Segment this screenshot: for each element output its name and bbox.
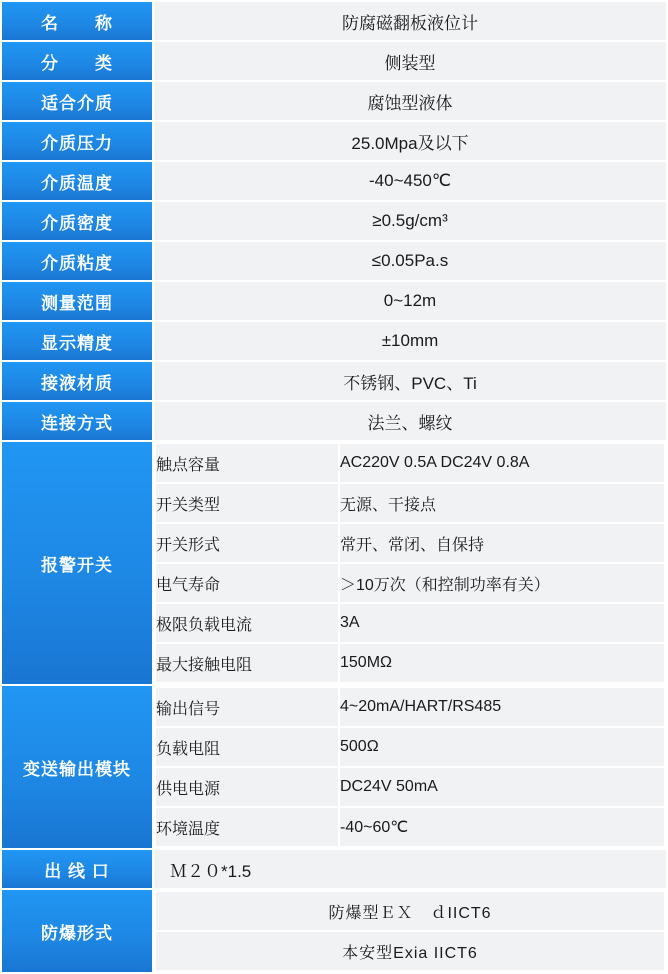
- sub-row: [155, 891, 665, 931]
- sub-row-value: 常开、常闭、自保持: [339, 523, 665, 563]
- group-label-explosion-proof: 防爆形式: [1, 889, 153, 973]
- row-value: 不锈钢、PVC、Ti: [153, 361, 667, 401]
- sub-row: [155, 767, 665, 807]
- table-row: [1, 161, 667, 201]
- alarm-switch-subtable-cell: [153, 441, 667, 685]
- table-row: [1, 201, 667, 241]
- row-value-outlet: Ｍ２０*1.5: [153, 849, 667, 889]
- sub-row-key: 触点容量: [155, 443, 339, 483]
- row-value: 腐蚀型液体: [153, 81, 667, 121]
- row-value: -40~450℃: [153, 161, 667, 201]
- sub-row: [155, 687, 665, 727]
- row-value: 法兰、螺纹: [153, 401, 667, 441]
- row-label: 接液材质: [1, 361, 153, 401]
- row-label: 分 类: [1, 41, 153, 81]
- table-row: [1, 361, 667, 401]
- row-value: 侧装型: [153, 41, 667, 81]
- sub-row-value: 150MΩ: [339, 643, 665, 683]
- sub-row: [155, 563, 665, 603]
- transmitter-subtable-cell: [153, 685, 667, 849]
- sub-row: [155, 443, 665, 483]
- transmitter-subtable: [154, 686, 666, 848]
- table-row: [1, 1, 667, 41]
- sub-row-value: 防爆型ＥＸ ｄIICT6: [155, 891, 665, 931]
- row-label: 连接方式: [1, 401, 153, 441]
- sub-row-value: -40~60℃: [339, 807, 665, 847]
- sub-row-key: 最大接触电阻: [155, 643, 339, 683]
- table-row: [1, 321, 667, 361]
- sub-row-value: AC220V 0.5A DC24V 0.8A: [339, 443, 665, 483]
- row-label: 介质压力: [1, 121, 153, 161]
- table-row: [1, 81, 667, 121]
- sub-row-value: DC24V 50mA: [339, 767, 665, 807]
- row-label: 适合介质: [1, 81, 153, 121]
- sub-row-value: 本安型Exia IICT6: [155, 931, 665, 971]
- sub-row-key: 极限负载电流: [155, 603, 339, 643]
- row-label-outlet: 出 线 口: [1, 849, 153, 889]
- sub-row: [155, 603, 665, 643]
- row-value: ≥0.5g/cm³: [153, 201, 667, 241]
- sub-row: [155, 807, 665, 847]
- row-value: 防腐磁翻板液位计: [153, 1, 667, 41]
- sub-row-value: 500Ω: [339, 727, 665, 767]
- sub-row-key: 环境温度: [155, 807, 339, 847]
- row-value: ≤0.05Pa.s: [153, 241, 667, 281]
- sub-row-key: 开关类型: [155, 483, 339, 523]
- sub-row-value: ＞10万次（和控制功率有关）: [339, 563, 665, 603]
- table-row: [1, 41, 667, 81]
- alarm-switch-subtable: [154, 442, 666, 684]
- row-value: 25.0Mpa及以下: [153, 121, 667, 161]
- sub-row: [155, 727, 665, 767]
- table-row: [1, 281, 667, 321]
- alarm-switch-group: [1, 441, 667, 685]
- transmitter-output-group: [1, 685, 667, 849]
- row-label: 测量范围: [1, 281, 153, 321]
- table-row: [1, 241, 667, 281]
- sub-row-value: 3A: [339, 603, 665, 643]
- sub-row-key: 供电电源: [155, 767, 339, 807]
- explosion-proof-subtable-cell: [153, 889, 667, 973]
- sub-row: [155, 483, 665, 523]
- sub-row-key: 负载电阻: [155, 727, 339, 767]
- sub-row-value: 无源、干接点: [339, 483, 665, 523]
- row-label: 介质粘度: [1, 241, 153, 281]
- sub-row: [155, 643, 665, 683]
- group-label-transmitter: 变送输出模块: [1, 685, 153, 849]
- row-value: 0~12m: [153, 281, 667, 321]
- sub-row-key: 输出信号: [155, 687, 339, 727]
- sub-row: [155, 931, 665, 971]
- table-row: [1, 121, 667, 161]
- row-label: 显示精度: [1, 321, 153, 361]
- explosion-proof-group: [1, 889, 667, 973]
- table-row: [1, 401, 667, 441]
- sub-row-value: 4~20mA/HART/RS485: [339, 687, 665, 727]
- row-label: 名 称: [1, 1, 153, 41]
- group-label-alarm-switch: 报警开关: [1, 441, 153, 685]
- sub-row-key: 电气寿命: [155, 563, 339, 603]
- row-label: 介质密度: [1, 201, 153, 241]
- table-body: [1, 1, 667, 973]
- row-label: 介质温度: [1, 161, 153, 201]
- table-row: [1, 849, 667, 889]
- explosion-proof-subtable: [154, 890, 666, 972]
- sub-row-key: 开关形式: [155, 523, 339, 563]
- row-value: ±10mm: [153, 321, 667, 361]
- sub-row: [155, 523, 665, 563]
